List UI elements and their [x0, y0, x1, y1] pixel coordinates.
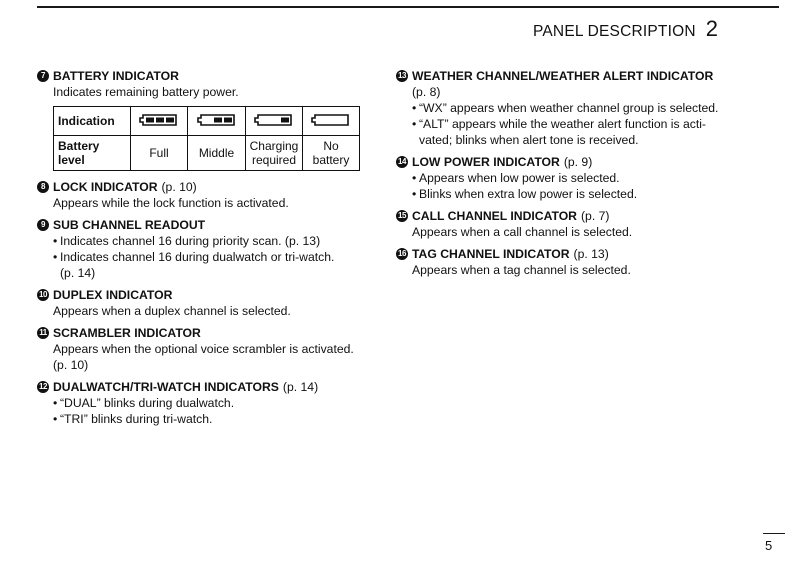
- low-power-indicator-heading: LOW POWER INDICATOR: [412, 155, 560, 169]
- sub-channel-readout-heading: SUB CHANNEL READOUT: [53, 218, 206, 232]
- indication-label: Indication: [54, 107, 131, 136]
- item-marker: 16: [396, 248, 408, 260]
- page-ref: (p. 13): [573, 247, 609, 261]
- bullet-continuation: (p. 14): [60, 266, 96, 280]
- call-channel-indicator-heading: CALL CHANNEL INDICATOR: [412, 209, 577, 223]
- bullet-item: • Blinks when extra low power is selected.: [412, 187, 638, 201]
- page-header: [533, 16, 718, 42]
- battery-level-table: [53, 106, 360, 171]
- level-no-battery: No battery: [303, 136, 360, 171]
- duplex-indicator-desc: Appears when a duplex channel is selected.: [53, 304, 291, 318]
- battery-indicator-heading: BATTERY INDICATOR: [53, 69, 179, 83]
- page-ref: (p. 7): [580, 209, 610, 223]
- item-marker: 9: [37, 219, 49, 231]
- scrambler-desc-line: Appears when the optional voice scrambler is activated.: [53, 342, 354, 356]
- level-middle: Middle: [188, 136, 246, 171]
- bullet-continuation: vated; blinks when alert tone is received.: [419, 133, 639, 147]
- tag-channel-indicator-section: [396, 246, 736, 278]
- low-power-indicator-section: [396, 154, 736, 202]
- battery-middle-icon: [197, 112, 237, 128]
- duplex-indicator-section: [37, 287, 367, 319]
- top-rule: [37, 6, 779, 8]
- page-ref: (p. 8): [412, 85, 441, 99]
- level-charging-required: Charging required: [246, 136, 303, 171]
- battery-full-icon: [139, 112, 179, 128]
- chapter-number: 2: [705, 16, 718, 41]
- bullet-item: • Appears when low power is selected.: [412, 171, 620, 185]
- item-marker: 12: [37, 381, 49, 393]
- bullet-item: • Indicates channel 16 during priority scan. (p. 13): [53, 234, 321, 248]
- tag-channel-desc: Appears when a tag channel is selected.: [412, 263, 631, 277]
- bullet-item: • “DUAL” blinks during dualwatch.: [53, 396, 235, 410]
- call-channel-desc: Appears when a call channel is selected.: [412, 225, 633, 239]
- duplex-indicator-heading: DUPLEX INDICATOR: [53, 288, 173, 302]
- left-column: [37, 68, 367, 433]
- bullet-item: • Indicates channel 16 during dualwatch or tri-watch.: [53, 250, 335, 264]
- dualwatch-indicators-section: [37, 379, 367, 427]
- battery-charging-icon: [254, 112, 294, 128]
- scrambler-desc-line: (p. 10): [53, 358, 89, 372]
- item-marker: 8: [37, 181, 49, 193]
- item-marker: 10: [37, 289, 49, 301]
- sub-channel-readout-section: [37, 217, 367, 281]
- battery-empty-icon: [311, 112, 351, 128]
- scrambler-indicator-section: [37, 325, 367, 373]
- weather-indicator-section: [396, 68, 736, 148]
- bullet-item: • “ALT” appears while the weather alert function is acti-: [412, 117, 706, 131]
- item-marker: 13: [396, 70, 408, 82]
- item-marker: 7: [37, 70, 49, 82]
- right-column: [396, 68, 736, 284]
- lock-indicator-heading: LOCK INDICATOR: [53, 180, 158, 194]
- page-ref: (p. 14): [282, 380, 319, 394]
- item-marker: 14: [396, 156, 408, 168]
- page-number-rule: [763, 533, 785, 534]
- bullet-item: • “TRI” blinks during tri-watch.: [53, 412, 213, 426]
- tag-channel-indicator-heading: TAG CHANNEL INDICATOR: [412, 247, 570, 261]
- lock-indicator-section: [37, 179, 367, 211]
- battery-indicator-desc: Indicates remaining battery power.: [53, 85, 239, 99]
- battery-level-label: Battery level: [54, 136, 131, 171]
- bullet-item: • “WX” appears when weather channel group is selected.: [412, 101, 719, 115]
- page-number: 5: [765, 538, 773, 553]
- page-ref: (p. 10): [161, 180, 197, 194]
- lock-indicator-desc: Appears while the lock function is activated.: [53, 196, 289, 210]
- item-marker: 11: [37, 327, 49, 339]
- weather-indicator-heading: WEATHER CHANNEL/WEATHER ALERT INDICATOR: [412, 69, 714, 83]
- battery-indicator-section: [37, 68, 367, 171]
- scrambler-indicator-heading: SCRAMBLER INDICATOR: [53, 326, 201, 340]
- section-title: PANEL DESCRIPTION: [533, 23, 696, 40]
- item-marker: 15: [396, 210, 408, 222]
- level-full: Full: [131, 136, 188, 171]
- call-channel-indicator-section: [396, 208, 736, 240]
- dualwatch-indicators-heading: DUALWATCH/TRI-WATCH INDICATORS: [53, 380, 279, 394]
- page-ref: (p. 9): [563, 155, 593, 169]
